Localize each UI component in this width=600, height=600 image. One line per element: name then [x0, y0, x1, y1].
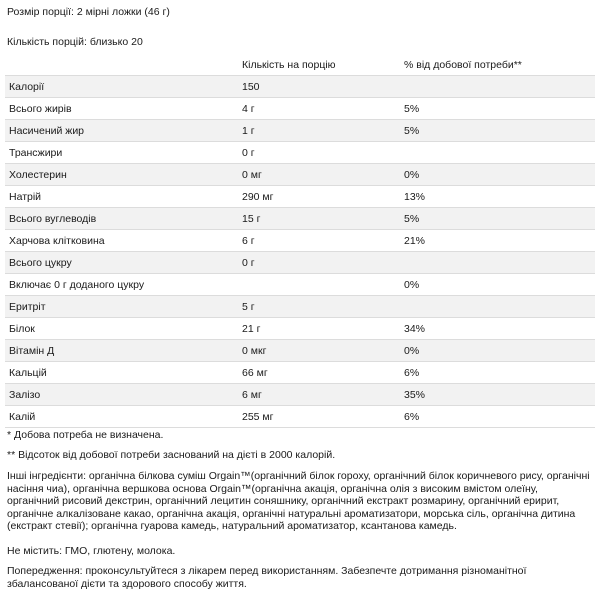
nutrient-daily-value: 34%: [400, 318, 595, 340]
servings-per-container: Кількість порцій: близько 20: [7, 36, 143, 48]
table-row: [5, 164, 595, 186]
nutrient-name: Всього вуглеводів: [5, 208, 238, 230]
nutrient-name: Еритріт: [5, 296, 238, 318]
nutrient-daily-value: 6%: [400, 362, 595, 384]
nutrient-daily-value: 5%: [400, 120, 595, 142]
other-ingredients: Інші інгредієнти: органічна білкова суміш Orgain™(органічний білок гороху, органічний білок коричневого рису, органічні насіння чиа), органічна вершкова основа Orgain™(органічна акація, органічна олія з високим вмістом олеїну, органічний рисовий декстрин, органічний лецитин соняшнику, органічний екстракт розмарину, органічний еририт, органічне алкалізоване какао, органічна акація, органічні натуральні ароматизатори, морська сіль, органічна дитина (екстракт стевії); органічна гуарова камедь, натуральний ароматизатор, ксантанова камедь.: [7, 470, 590, 533]
nutrient-amount: 0 мкг: [238, 340, 400, 362]
header-daily-value: % від добової потреби**: [400, 55, 595, 76]
nutrient-amount: 290 мг: [238, 186, 400, 208]
nutrient-amount: [238, 274, 400, 296]
footnote-daily-value-not-established: * Добова потреба не визначена.: [7, 429, 164, 441]
nutrient-amount: 0 г: [238, 252, 400, 274]
nutrient-name: Кальцій: [5, 362, 238, 384]
header-amount: Кількість на порцію: [238, 55, 400, 76]
nutrient-amount: 66 мг: [238, 362, 400, 384]
table-row: [5, 186, 595, 208]
table-row: [5, 142, 595, 164]
serving-size: Розмір порції: 2 мірні ложки (46 г): [7, 6, 170, 18]
nutrient-daily-value: 5%: [400, 98, 595, 120]
nutrient-daily-value: 6%: [400, 406, 595, 428]
table-row: [5, 340, 595, 362]
table-row: [5, 384, 595, 406]
nutrient-daily-value: [400, 142, 595, 164]
table-header-row: [5, 55, 595, 76]
table-row: [5, 318, 595, 340]
warning-text: Попередження: проконсультуйтеся з лікарем перед використанням. Забезпечте дотримання різноманітної збалансованої дієти та здорового способу життя.: [7, 565, 527, 590]
nutrient-name: Калій: [5, 406, 238, 428]
nutrient-name: Всього жирів: [5, 98, 238, 120]
nutrient-name: Вітамін Д: [5, 340, 238, 362]
nutrient-daily-value: [400, 296, 595, 318]
nutrient-name: Натрій: [5, 186, 238, 208]
nutrient-daily-value: 5%: [400, 208, 595, 230]
nutrient-amount: 4 г: [238, 98, 400, 120]
table-row: [5, 274, 595, 296]
table-row: [5, 362, 595, 384]
table-row: [5, 252, 595, 274]
nutrition-table-body: [5, 76, 595, 428]
table-row: [5, 406, 595, 428]
nutrient-amount: 0 мг: [238, 164, 400, 186]
header-nutrient: [5, 55, 238, 76]
table-row: [5, 208, 595, 230]
nutrition-table: [5, 55, 595, 428]
nutrient-name: Залізо: [5, 384, 238, 406]
nutrient-amount: 21 г: [238, 318, 400, 340]
nutrient-amount: 6 г: [238, 230, 400, 252]
nutrient-name: Білок: [5, 318, 238, 340]
nutrient-amount: 15 г: [238, 208, 400, 230]
nutrient-daily-value: [400, 76, 595, 98]
nutrient-name: Насичений жир: [5, 120, 238, 142]
nutrient-amount: 0 г: [238, 142, 400, 164]
nutrient-name: Калорії: [5, 76, 238, 98]
nutrient-name: Включає 0 г доданого цукру: [5, 274, 238, 296]
nutrient-daily-value: 21%: [400, 230, 595, 252]
nutrient-name: Трансжири: [5, 142, 238, 164]
nutrient-daily-value: 0%: [400, 164, 595, 186]
table-row: [5, 76, 595, 98]
footnote-daily-value-basis: ** Відсоток від добової потреби заснований на дієті в 2000 калорій.: [7, 449, 336, 461]
nutrient-name: Холестерин: [5, 164, 238, 186]
does-not-contain: Не містить: ГМО, глютену, молока.: [7, 545, 176, 557]
nutrient-daily-value: [400, 252, 595, 274]
table-row: [5, 120, 595, 142]
nutrient-name: Харчова клітковина: [5, 230, 238, 252]
nutrient-amount: 150: [238, 76, 400, 98]
nutrient-amount: 1 г: [238, 120, 400, 142]
nutrient-amount: 5 г: [238, 296, 400, 318]
nutrient-daily-value: 0%: [400, 340, 595, 362]
nutrient-name: Всього цукру: [5, 252, 238, 274]
nutrient-amount: 255 мг: [238, 406, 400, 428]
nutrient-daily-value: 13%: [400, 186, 595, 208]
table-row: [5, 296, 595, 318]
table-row: [5, 98, 595, 120]
nutrient-amount: 6 мг: [238, 384, 400, 406]
nutrient-daily-value: 35%: [400, 384, 595, 406]
table-row: [5, 230, 595, 252]
nutrient-daily-value: 0%: [400, 274, 595, 296]
